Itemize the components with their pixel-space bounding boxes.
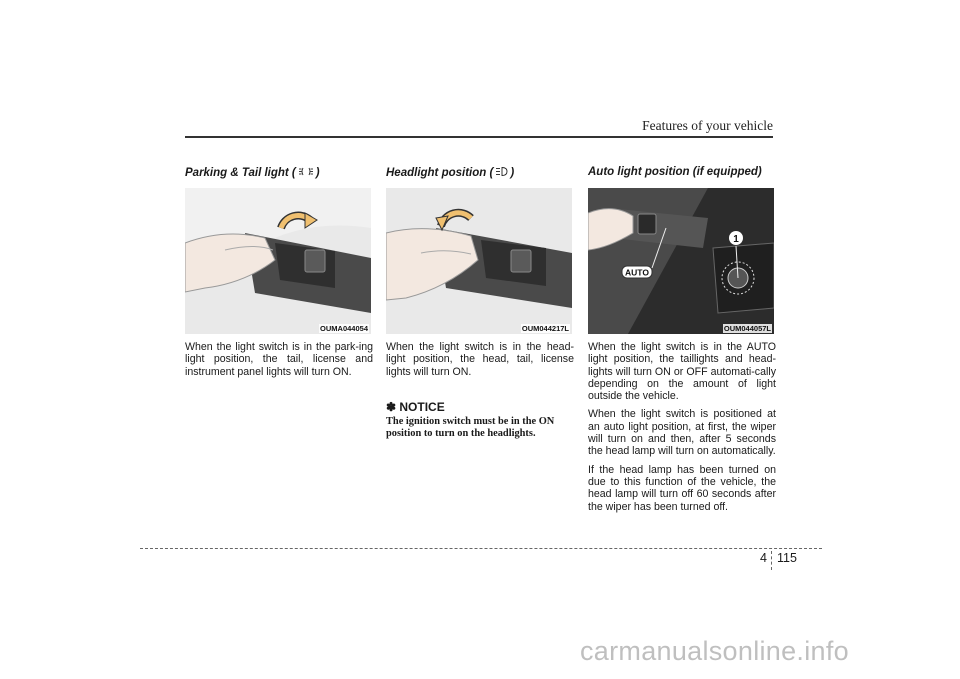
section-heading: Parking & Tail light ( ) [185, 167, 320, 180]
parking-light-symbol-icon [298, 166, 314, 180]
paragraph: When the light switch is in the head-light position, the head, tail, license lights will turn ON. [386, 341, 574, 378]
watermark: carmanualsonline.info [580, 636, 849, 666]
page-number-separator [771, 551, 772, 570]
callout-number: 1 [733, 234, 739, 245]
paragraph: If the head lamp has been turned on due to this function of the vehicle, the head lamp will turn off 60 seconds after the wiper has been turned off. [588, 463, 776, 513]
auto-label: AUTO [625, 267, 649, 278]
section-heading: Auto light position (if equipped) [588, 166, 762, 178]
section-heading: Headlight position ( ) [386, 167, 515, 180]
page-number: 115 [777, 551, 797, 565]
paragraph: When the light switch is in the AUTO light position, the taillights and head-lights will turn ON or OFF automati-cally depending on the amount of light outside the vehicle. [588, 341, 776, 403]
headlight-symbol-icon [495, 166, 508, 180]
footer-rule [140, 548, 822, 549]
section-auto-light [588, 166, 776, 519]
section-headlight-position [386, 166, 574, 441]
image-code: OUMA044054 [320, 324, 368, 333]
image-code: OUM044057L [723, 324, 771, 333]
auto-light-illustration [588, 188, 774, 334]
paragraph: When the light switch is in the park-ing light position, the tail, license and instrument panel lights will turn ON. [185, 341, 373, 378]
section-parking-tail-light [185, 166, 373, 384]
image-code: OUM044217L [521, 324, 569, 333]
light-switch-illustration [386, 188, 572, 334]
notice-text: The ignition switch must be in the ON position to turn on the headlights. [386, 415, 555, 440]
header-rule [185, 136, 773, 138]
section-body [588, 341, 776, 513]
section-body [185, 341, 373, 378]
light-switch-illustration [185, 188, 371, 334]
running-header: Features of your vehicle [642, 118, 773, 133]
paragraph: When the light switch is positioned at an auto light position, at first, the wiper will turn on and then, after 5 seconds the head lamp will turn on automatically. [588, 408, 776, 458]
chapter-number: 4 [760, 551, 767, 565]
notice-title: ✽ NOTICE [386, 399, 445, 414]
section-body [386, 341, 574, 378]
